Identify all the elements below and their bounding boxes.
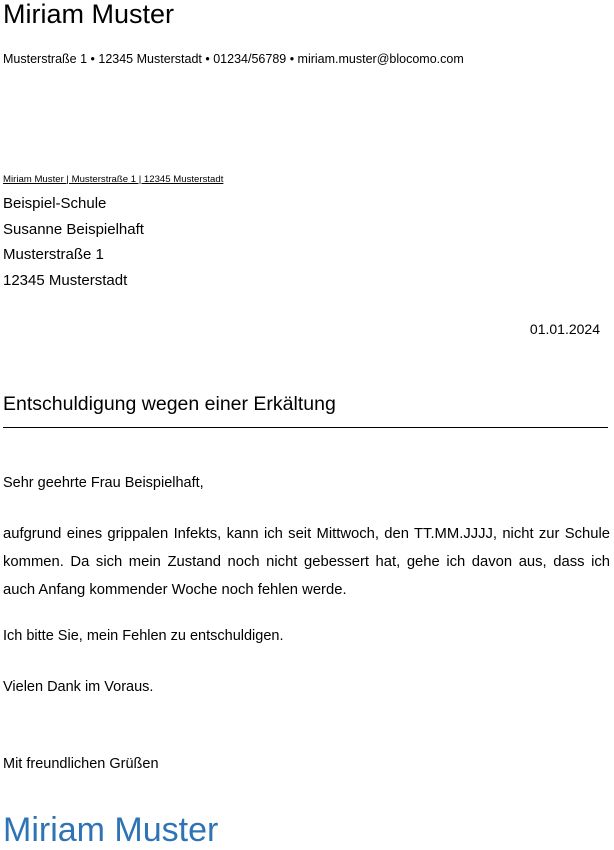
- recipient-address-block: [3, 191, 144, 293]
- body-paragraph-2: Ich bitte Sie, mein Fehlen zu entschuldigen.: [3, 628, 284, 644]
- return-address-line: Miriam Muster | Musterstraße 1 | 12345 Musterstadt: [3, 174, 224, 185]
- letter-date: 01.01.2024: [529, 321, 600, 337]
- body-paragraph-1: aufgrund eines grippalen Infekts, kann ich seit Mittwoch, den TT.MM.JJJJ, nicht zur Schule kommen. Da sich mein Zustand noch nicht gebessert hat, gehe ich davon aus, dass ich auch Anfang kommender Woche noch fehlen werde.: [3, 526, 610, 598]
- recipient-street: Musterstraße 1: [3, 246, 104, 263]
- signature-name: Miriam Muster: [3, 811, 219, 849]
- closing-phrase: Mit freundlichen Grüßen: [3, 756, 159, 772]
- subject-divider: [3, 427, 608, 428]
- body-paragraph-3: Vielen Dank im Voraus.: [3, 679, 154, 695]
- letter-subject: Entschuldigung wegen einer Erkältung: [3, 393, 336, 415]
- salutation: Sehr geehrte Frau Beispielhaft,: [3, 475, 204, 491]
- sender-name: Miriam Muster: [3, 0, 175, 29]
- sender-contact-line: Musterstraße 1 • 12345 Musterstadt • 01234/56789 • miriam.muster@blocomo.com: [3, 52, 464, 66]
- recipient-organization: Beispiel-Schule: [3, 195, 107, 212]
- recipient-city: 12345 Musterstadt: [3, 271, 128, 289]
- recipient-person: Susanne Beispielhaft: [3, 220, 144, 238]
